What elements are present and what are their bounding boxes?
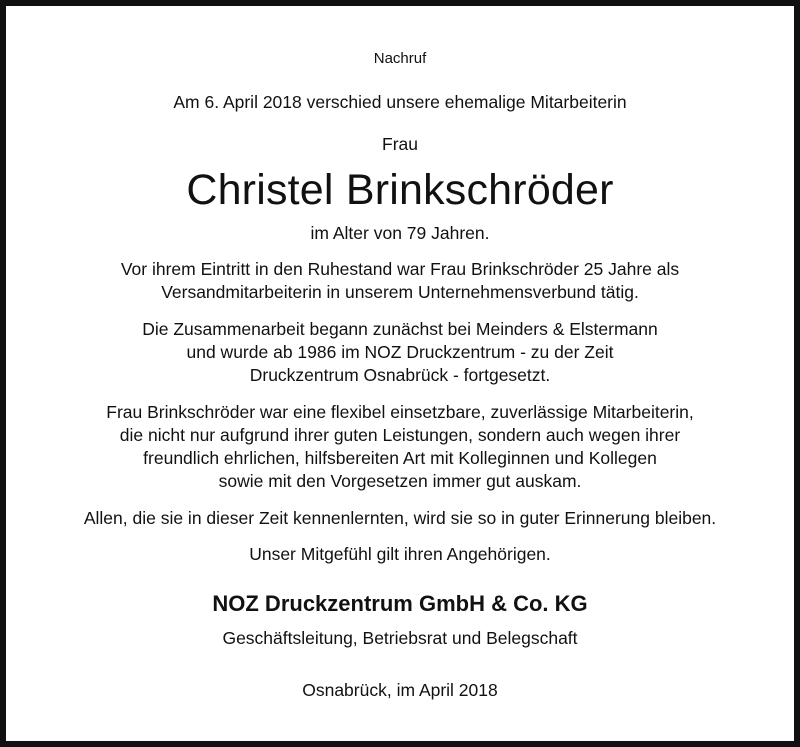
paragraph-line: Unser Mitgefühl gilt ihren Angehörigen. [249, 544, 551, 564]
place-date: Osnabrück, im April 2018 [302, 680, 498, 700]
salutation: Frau [382, 134, 418, 154]
intro-text: Am 6. April 2018 verschied unsere ehemalige Mitarbeiterin [173, 92, 627, 112]
paragraph-line: die nicht nur aufgrund ihrer guten Leistungen, sondern auch wegen ihrer [119, 425, 681, 445]
company-name: NOZ Druckzentrum GmbH & Co. KG [212, 591, 588, 616]
paragraph-line: Frau Brinkschröder war eine flexibel einsetzbare, zuverlässige Mitarbeiterin, [106, 402, 694, 422]
paragraph-line: Allen, die sie in dieser Zeit kennenlernten, wird sie so in guter Erinnerung bleiben. [83, 508, 717, 528]
paragraph-line: Vor ihrem Eintritt in den Ruhestand war Frau Brinkschröder 25 Jahre als [120, 259, 680, 279]
deceased-name: Christel Brinkschröder [186, 166, 614, 214]
notice-heading: Nachruf [373, 50, 427, 67]
paragraph-line: freundlich ehrlichen, hilfsbereiten Art mit Kolleginnen und Kollegen [143, 448, 657, 468]
paragraph-line: Druckzentrum Osnabrück - fortgesetzt. [249, 365, 551, 385]
company-subtitle: Geschäftsleitung, Betriebsrat und Belegschaft [222, 628, 578, 648]
paragraph-line: und wurde ab 1986 im NOZ Druckzentrum - zu der Zeit [186, 342, 614, 362]
paragraph-line: Versandmitarbeiterin in unserem Unternehmensverbund tätig. [161, 282, 639, 302]
age-text: im Alter von 79 Jahren. [310, 223, 490, 243]
paragraph-line: Die Zusammenarbeit begann zunächst bei Meinders & Elstermann [142, 319, 658, 339]
paragraph-line: sowie mit den Vorgesetzen immer gut auskam. [218, 471, 582, 491]
